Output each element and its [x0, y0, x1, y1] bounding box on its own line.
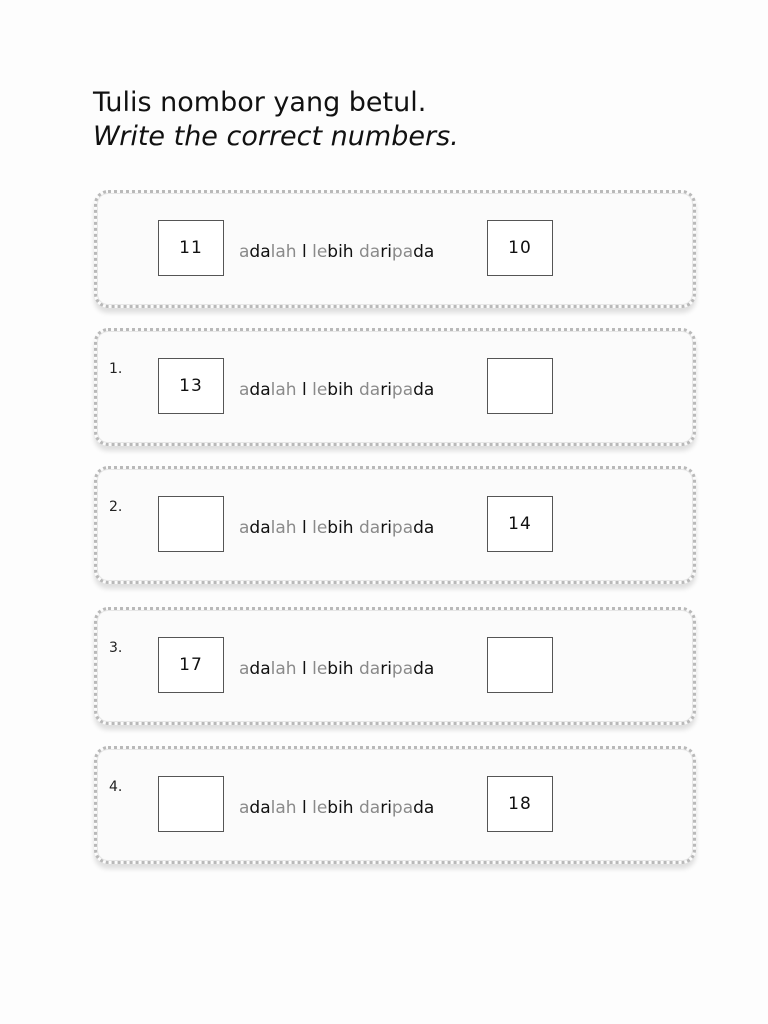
phrase-segment: l — [296, 380, 313, 400]
phrase-segment: bih — [327, 798, 359, 818]
example-row — [94, 190, 696, 308]
phrase-segment: da — [358, 659, 381, 679]
phrase-segment: ri — [380, 518, 392, 538]
phrase-segment: ri — [380, 242, 392, 262]
phrase-segment: da — [358, 518, 381, 538]
comparison-phrase — [239, 193, 434, 311]
phrase-segment: pa — [391, 798, 414, 818]
phrase-segment: da — [249, 380, 271, 400]
phrase-segment: da — [358, 242, 381, 262]
question-number: 1. — [109, 361, 123, 377]
left-number-box: 13 — [158, 358, 224, 414]
right-number-box: 18 — [487, 776, 553, 832]
phrase-segment: l — [296, 798, 313, 818]
phrase-segment: lah — [270, 242, 297, 262]
phrase-segment: ri — [380, 659, 392, 679]
instruction-english: Write the correct numbers. — [93, 121, 459, 152]
phrase-segment: pa — [391, 242, 414, 262]
phrase-segment: bih — [327, 242, 359, 262]
phrase-segment: da — [358, 798, 381, 818]
phrase-segment: ri — [380, 798, 392, 818]
instructions — [93, 86, 459, 154]
question-number: 2. — [109, 499, 123, 515]
phrase-segment: le — [312, 380, 328, 400]
left-answer-box[interactable] — [158, 496, 224, 552]
phrase-segment: da — [249, 659, 271, 679]
question-number: 4. — [109, 779, 123, 795]
right-answer-box[interactable] — [487, 358, 553, 414]
phrase-segment: pa — [391, 518, 414, 538]
phrase-segment: bih — [327, 380, 359, 400]
phrase-segment: bih — [327, 659, 359, 679]
exercise-row — [94, 466, 696, 584]
phrase-segment: da — [249, 518, 271, 538]
right-number-box: 14 — [487, 496, 553, 552]
right-number-box: 10 — [487, 220, 553, 276]
right-answer-box[interactable] — [487, 637, 553, 693]
phrase-segment: l — [296, 659, 313, 679]
exercise-row — [94, 328, 696, 446]
phrase-segment: da — [413, 380, 435, 400]
left-number-box: 11 — [158, 220, 224, 276]
phrase-segment: da — [358, 380, 381, 400]
comparison-phrase — [239, 749, 434, 867]
phrase-segment: lah — [270, 798, 297, 818]
phrase-segment: pa — [391, 659, 414, 679]
phrase-segment: lah — [270, 380, 297, 400]
phrase-segment: a — [239, 798, 250, 818]
phrase-segment: lah — [270, 659, 297, 679]
comparison-phrase — [239, 469, 434, 587]
comparison-phrase — [239, 610, 434, 728]
phrase-segment: da — [249, 798, 271, 818]
phrase-segment: lah — [270, 518, 297, 538]
left-number-box: 17 — [158, 637, 224, 693]
phrase-segment: a — [239, 380, 250, 400]
phrase-segment: da — [413, 798, 435, 818]
instruction-malay: Tulis nombor yang betul. — [93, 87, 427, 118]
phrase-segment: da — [413, 659, 435, 679]
phrase-segment: da — [413, 242, 435, 262]
exercise-row — [94, 607, 696, 725]
phrase-segment: a — [239, 242, 250, 262]
phrase-segment: le — [312, 659, 328, 679]
phrase-segment: da — [413, 518, 435, 538]
phrase-segment: a — [239, 659, 250, 679]
phrase-segment: pa — [391, 380, 414, 400]
question-number: 3. — [109, 640, 123, 656]
left-answer-box[interactable] — [158, 776, 224, 832]
phrase-segment: a — [239, 518, 250, 538]
comparison-phrase — [239, 331, 434, 449]
phrase-segment: le — [312, 242, 328, 262]
phrase-segment: ri — [380, 380, 392, 400]
exercise-row — [94, 746, 696, 864]
phrase-segment: le — [312, 518, 328, 538]
phrase-segment: da — [249, 242, 271, 262]
phrase-segment: l — [296, 518, 313, 538]
phrase-segment: l — [296, 242, 313, 262]
phrase-segment: le — [312, 798, 328, 818]
phrase-segment: bih — [327, 518, 359, 538]
